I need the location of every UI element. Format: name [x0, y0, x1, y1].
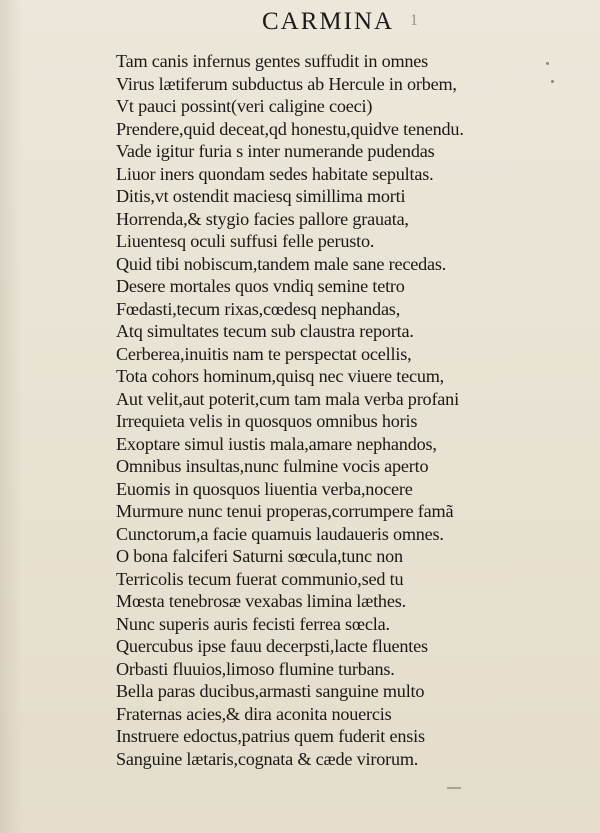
verse-line: Fœdasti,tecum rixas,cœdesq nephandas, [116, 298, 401, 319]
margin-speck [551, 80, 554, 83]
verse-line: Quercubus ipse fauu decerpsti,lacte fluentes [116, 636, 428, 656]
verse-line: Ditis,vt ostendit maciesq simillima morti [116, 186, 406, 206]
verse-line: Quid tibi nobiscum,tandem male sane recedas. [116, 253, 447, 274]
verse-line: Aut velit,aut poterit,cum tam mala verba profani [116, 388, 459, 409]
verse-line: Vade igitur furia s inter numerande pudendas [116, 141, 435, 161]
verse-line: Exoptare simul iustis mala,amare nephandos, [116, 433, 437, 454]
verse-line: Orbasti fluuios,limoso flumine turbans. [116, 658, 395, 679]
verse-line: Tam canis infernus gentes suffudit in omnes [116, 51, 429, 71]
verse-line: Prendere,quid deceat,qd honestu,quidve tenendu. [116, 118, 464, 139]
verse-line: Cunctorum,a facie quamuis laudaueris omnes. [116, 523, 444, 544]
verse-line: Vt pauci possint(veri caligine coeci) [116, 96, 373, 116]
verse-line: Murmure nunc tenui properas,corrumpere famã [116, 501, 454, 521]
verse-line: Fraternas acies,& dira aconita nouercis [116, 703, 392, 724]
head-mark: 1 [410, 12, 418, 29]
verse-line: Sanguine lætaris,cognata & cæde virorum. [116, 748, 419, 769]
verse-line: Mœsta tenebrosæ vexabas limina læthes. [116, 591, 406, 611]
running-head: CARMINA [262, 8, 395, 35]
verse-block [116, 50, 556, 770]
verse-line: Atq simultates tecum sub claustra reporta. [116, 321, 414, 341]
page-edge-shadow [0, 0, 22, 833]
verse-line: Terricolis tecum fuerat communio,sed tu [116, 568, 404, 589]
verse-line: Irrequieta velis in quosquos omnibus horis [116, 411, 418, 431]
verse-line: Tota cohors hominum,quisq nec viuere tecum, [116, 366, 445, 386]
verse-line: Instruere edoctus,patrius quem fuderit ensis [116, 726, 425, 746]
verse-line: Cerberea,inuitis nam te perspectat ocellis, [116, 343, 412, 364]
footer-mark [447, 787, 461, 789]
margin-speck [546, 62, 549, 65]
verse-line: Liuor iners quondam sedes habitate sepultas. [116, 163, 434, 184]
verse-line: Liuentesq oculi suffusi felle perusto. [116, 231, 375, 251]
verse-line: Virus lætiferum subductus ab Hercule in orbem, [116, 73, 457, 94]
verse-line: O bona falciferi Saturni sœcula,tunc non [116, 546, 403, 566]
verse-line: Omnibus insultas,nunc fulmine vocis aperto [116, 456, 429, 476]
verse-line: Bella paras ducibus,armasti sanguine multo [116, 681, 425, 701]
verse-line: Nunc superis auris fecisti ferrea sœcla. [116, 613, 390, 634]
verse-line: Desere mortales quos vndiq semine tetro [116, 276, 405, 296]
verse-line: Euomis in quosquos liuentia verba,nocere [116, 478, 413, 499]
verse-line: Horrenda,& stygio facies pallore grauata, [116, 208, 409, 229]
